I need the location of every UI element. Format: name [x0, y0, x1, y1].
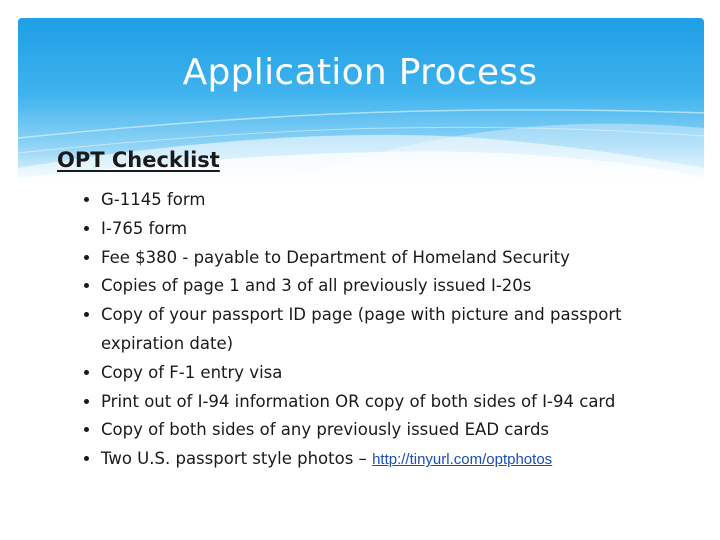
- list-item: • Fee $380 - payable to Department of Homeland Security: [101, 244, 661, 273]
- list-item-photos: [101, 445, 661, 475]
- list-item: • Copies of page 1 and 3 of all previously issued I-20s: [101, 272, 661, 301]
- photos-link[interactable]: http://tinyurl.com/optphotos: [372, 451, 553, 469]
- list-item: • I-765 form: [101, 215, 661, 244]
- list-item: • Copy of F-1 entry visa: [101, 359, 661, 388]
- list-item: • Copy of your passport ID page (page with picture and passport expiration date): [101, 301, 661, 359]
- checklist: [74, 186, 661, 475]
- list-item: • Copy of both sides of any previously issued EAD cards: [101, 416, 661, 445]
- slide-title: Application Process: [182, 52, 538, 93]
- list-item: • G-1145 form: [101, 186, 661, 215]
- list-item-text: Two U.S. passport style photos –: [101, 449, 373, 469]
- checklist-heading: OPT Checklist: [57, 148, 220, 172]
- list-item: • Print out of I-94 information OR copy of both sides of I-94 card: [101, 388, 661, 417]
